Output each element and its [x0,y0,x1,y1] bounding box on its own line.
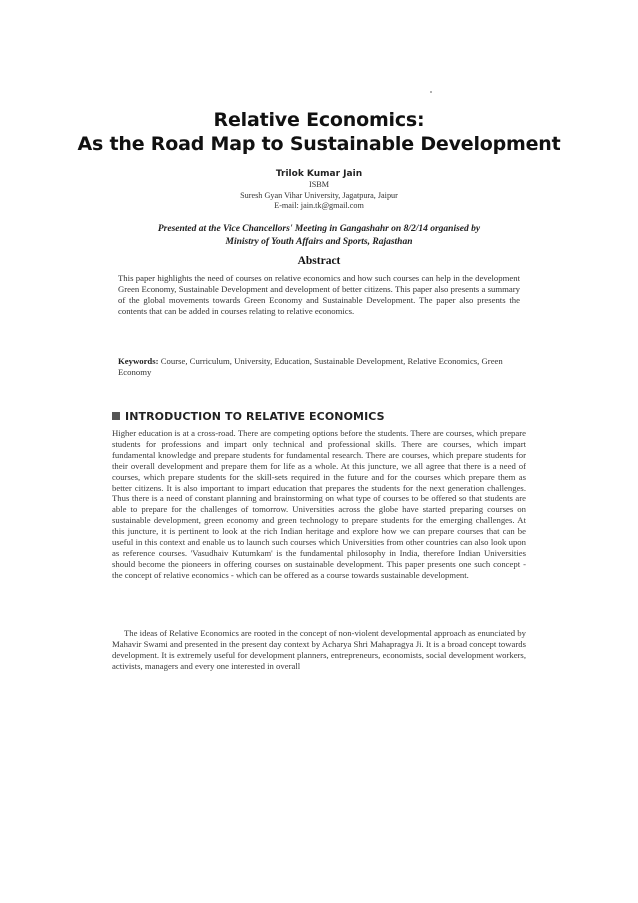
keywords-label: Keywords: [118,356,159,366]
author-email: E-mail: jain.tk@gmail.com [274,201,364,210]
presented-line-2: Ministry of Youth Affairs and Sports, Rajasthan [225,237,413,247]
presented-note [100,223,538,249]
title-line-1: Relative Economics: [213,109,425,131]
author-university: Suresh Gyan Vihar University, Jagatpura, Jaipur [240,190,398,200]
abstract-heading: Abstract [297,255,341,267]
keywords [118,356,520,378]
author-name: Trilok Kumar Jain [275,169,363,179]
section-heading [112,410,385,423]
author-block [0,168,638,212]
intro-paragraph-1: Higher education is at a cross-road. There are competing options before the students. There are courses, which prepare students for professions and impart only technical and professional skills. There are courses, which impart fundamental knowledge and prepare students for fundamental research. There are courses, which prepare students for their overall development and prepare them for life as a whole. At this juncture, we all agree that there is a need of courses, which prepare students for the skill-sets required in the future and for the courses which prepare them as better citizens. It is also important to impart education that prepares the students for the next generation challenges. Thus there is a need of constant planning and brainstorming on what type of courses to be offered so that students are able to prepare for the challenges of tomorrow. Universities across the globe have started preparing courses on sustainable development, green economy and green technology to prepare students for the emerging challenges. At this juncture, it is pertinent to look at the rich Indian heritage and explore how we can prepare courses that can be useful in this context and enable us to launch such courses which Universities from other countries can also look upon as reference courses. 'Vasudhaiv Kutumkam' is the fundamental philosophy in India, therefore Indian Universities should become the pioneers in offering courses on sustainable development. This paper presents one such concept - the concept of relative economics - which can be offered as a course towards sustainable development. [112,428,526,580]
intro-paragraph-2: The ideas of Relative Economics are rooted in the concept of non-violent developmental approach as enunciated by Mahavir Swami and presented in the present day context by Acharya Shri Mahapragya Ji. It is a broad concept towards development. It is extremely useful for development planners, entrepreneurs, economists, social development workers, activists, managers and every one interested in overall [112,628,526,671]
keywords-text: Course, Curriculum, University, Education, Sustainable Development, Relative Economics, Green Economy [118,356,503,377]
presented-line-1: Presented at the Vice Chancellors' Meeting in Gangashahr on 8/2/14 organised by [157,224,481,234]
section-heading-text: INTRODUCTION TO RELATIVE ECONOMICS [125,410,385,423]
abstract-text: This paper highlights the need of courses on relative economics and how such courses can help in the development Green Economy, Sustainable Development and development of better citizens. This paper also presents a summary of the global movements towards Green Economy and Sustainable Development. The paper also presents the contents that can be added in courses relating to relative economics. [118,273,520,316]
title-line-2: As the Road Map to Sustainable Development [77,133,561,155]
paper-title [0,108,638,156]
square-bullet-icon [112,412,120,420]
scan-speck [430,91,432,93]
author-org: ISBM [308,180,330,189]
